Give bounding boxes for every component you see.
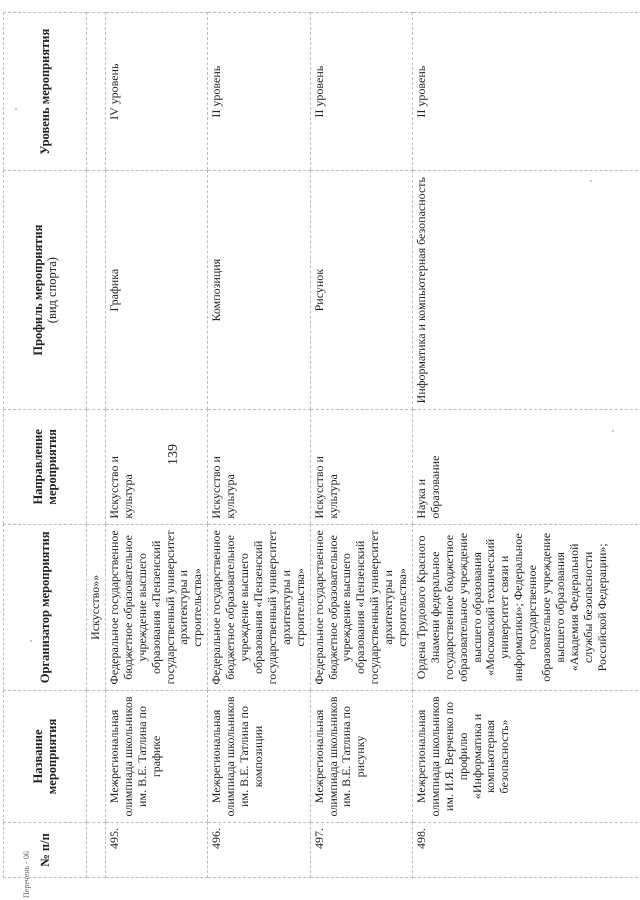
row-direction: Искусство и культура bbox=[310, 409, 412, 524]
header-direction: Направление мероприятия bbox=[4, 409, 87, 524]
row-profile: Композиция bbox=[208, 171, 310, 410]
row-level: II уровень bbox=[310, 13, 412, 171]
header-event-name: Название мероприятия bbox=[4, 691, 87, 823]
row-direction: Искусство и культура bbox=[105, 409, 207, 524]
row-organizer: Федеральное государственное бюджетное образовательное учреждение высшего образования «Пензенский государственный университет архитектуры и строительства» bbox=[105, 524, 207, 690]
row-event-name: Межрегиональная олимпиада школьников им. В.Е. Татлина по графике bbox=[105, 691, 207, 823]
continuation-text: Искусство»» bbox=[87, 524, 106, 690]
row-event-name: Межрегиональная олимпиада школьников им. В.Е. Татлина по композиции bbox=[208, 691, 310, 823]
header-organizer: Организатор мероприятия bbox=[4, 524, 87, 690]
table-row bbox=[105, 13, 207, 878]
row-direction: Наука и образование bbox=[412, 409, 640, 524]
events-table bbox=[3, 12, 640, 878]
row-level: II уровень bbox=[412, 13, 640, 171]
row-organizer: Ордена Трудового Красного Знамени федеральное государственное бюджетное образовательное учреждение высшего образования «Московский технический университет связи и информатики»; Федеральное государственное образовательное учреждение высшего образования «Академия Федеральной службы безопасности Российской Федерации»; bbox=[412, 524, 640, 690]
table-row bbox=[208, 13, 310, 878]
row-profile: Информатика и компьютерная безопасность bbox=[412, 171, 640, 410]
row-event-name: Межрегиональная олимпиада школьников им. И.Я. Верченко по профилю «Информатика и компьютерная безопасность» bbox=[412, 691, 640, 823]
table-row bbox=[412, 13, 640, 878]
header-level: Уровень мероприятия bbox=[4, 13, 87, 171]
header-profile-label: Профиль мероприятия bbox=[30, 224, 45, 356]
row-event-name: Межрегиональная олимпиада школьников им. В.Е. Татлина по рисунку bbox=[310, 691, 412, 823]
header-profile-sub: (вид спорта) bbox=[45, 257, 59, 324]
table-row bbox=[310, 13, 412, 878]
page-number: 139 bbox=[166, 444, 181, 465]
header-profile bbox=[4, 171, 87, 410]
row-organizer: Федеральное государственное бюджетное образовательное учреждение высшего образования «Пензенский государственный университет архитектуры и строительства» bbox=[208, 524, 310, 690]
row-level: IV уровень bbox=[105, 13, 207, 171]
row-number: 496. bbox=[208, 822, 310, 877]
row-profile: Рисунок bbox=[310, 171, 412, 410]
row-direction: Искусство и культура bbox=[208, 409, 310, 524]
page-footer: Перечень - 06 bbox=[22, 851, 31, 898]
row-number: 497. bbox=[310, 822, 412, 877]
table-header-row bbox=[4, 13, 87, 878]
row-number: 498. bbox=[412, 822, 640, 877]
header-number: № п/п bbox=[4, 822, 87, 877]
row-organizer: Федеральное государственное бюджетное образовательное учреждение высшего образования «Пензенский государственный университет архитектуры и строительства» bbox=[310, 524, 412, 690]
row-number: 495. bbox=[105, 822, 207, 877]
row-level: II уровень bbox=[208, 13, 310, 171]
row-profile: Графика bbox=[105, 171, 207, 410]
continuation-row bbox=[87, 13, 106, 878]
